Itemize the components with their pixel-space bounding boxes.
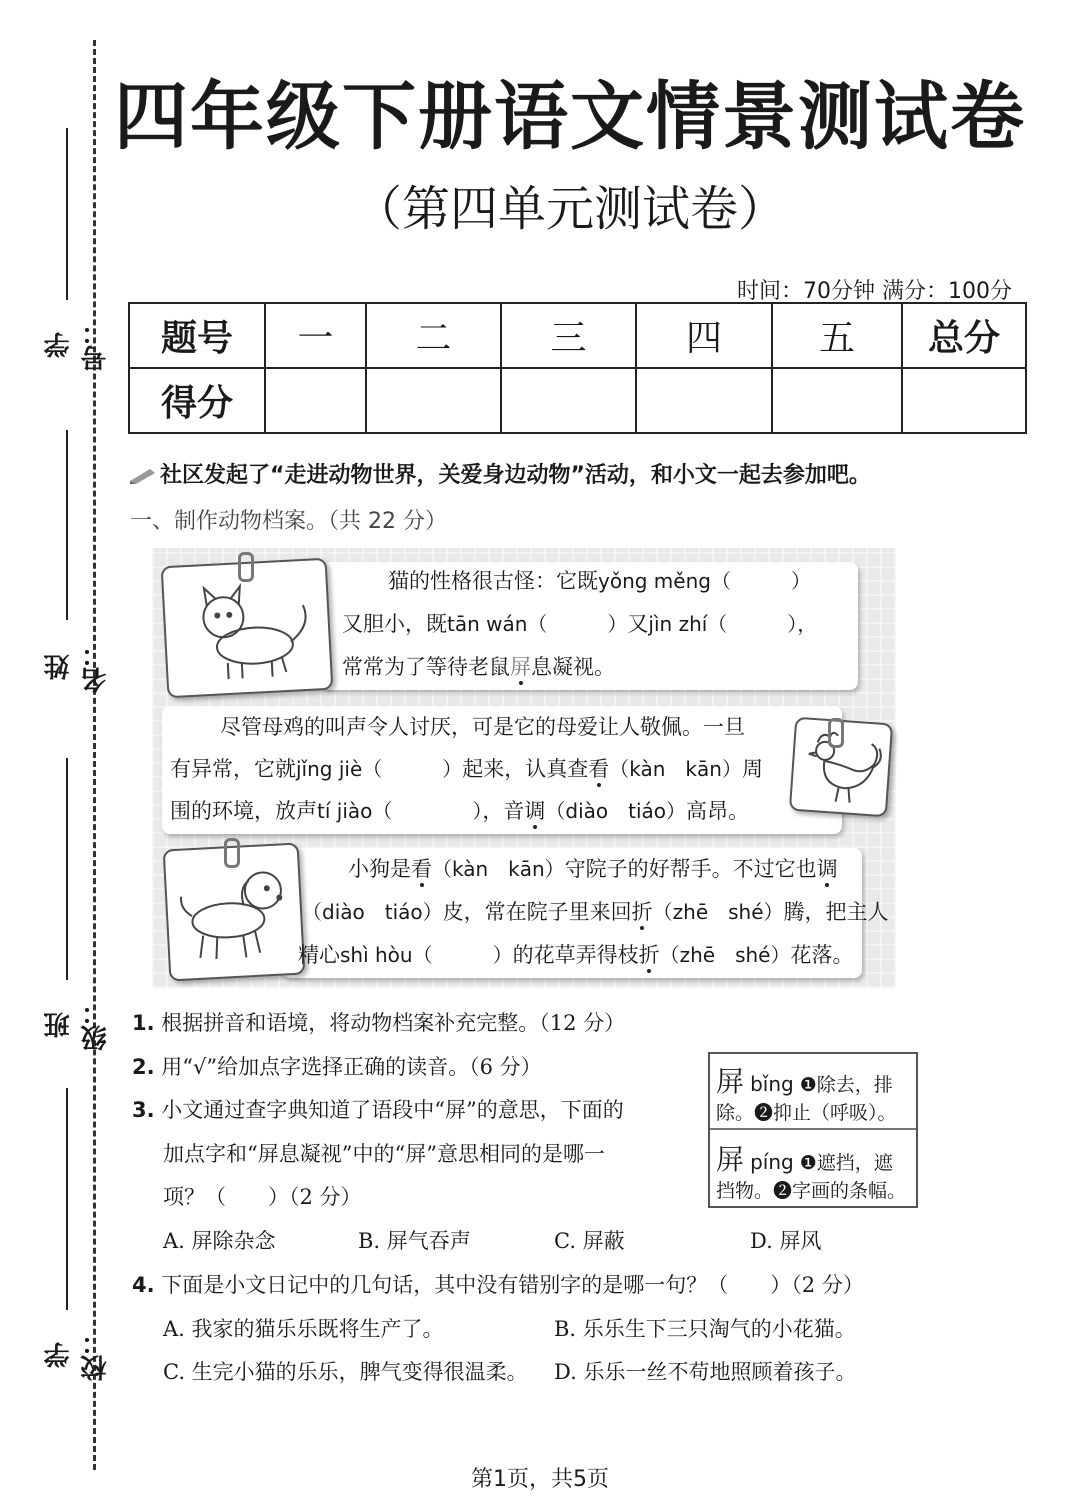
dict-entry-2: [716, 1138, 893, 1178]
question-text: 根据拼音和语境，将动物档案补充完整。（12 分）: [161, 1011, 626, 1035]
class-label: 班级：: [44, 999, 111, 1051]
text: 围的环境，放声: [170, 799, 317, 823]
student-no-line: [66, 128, 68, 300]
text: 有异常，它就: [170, 757, 296, 781]
section-1-heading: 一、制作动物档案。（共 22 分）: [130, 509, 447, 534]
dict-pinyin: píng: [750, 1150, 794, 1174]
question-number: 2.: [132, 1055, 155, 1079]
cat-text-line-1: [388, 560, 811, 603]
page-subtitle: （第四单元测试卷）: [353, 181, 786, 237]
dict-entry-2-cont: 挡物。❷字画的条幅。: [716, 1180, 907, 1202]
name-line: [66, 430, 68, 620]
text: 周: [741, 757, 763, 781]
text: 皮，常在院子里来回: [442, 900, 632, 924]
dog-text-line-2: [302, 891, 889, 934]
score-row: [129, 368, 1026, 433]
q3-option-d[interactable]: D. 屏风: [750, 1229, 822, 1253]
question-text[interactable]: 下面是小文日记中的几句话，其中没有错别字的是哪一句？（ ）（2 分）: [161, 1273, 864, 1297]
hen-text-line-2: [170, 748, 763, 791]
q4-option-a[interactable]: A. 我家的猫乐乐既将生产了。: [163, 1317, 444, 1341]
reading-choice[interactable]: （zhē shé）: [652, 900, 784, 924]
dict-char: 屏: [716, 1065, 745, 1098]
text: 花落。: [790, 943, 854, 967]
text: ，音: [482, 799, 525, 823]
score-header-cell: 五: [772, 303, 902, 368]
question-4: [132, 1269, 864, 1299]
q3-option-a[interactable]: A. 屏除杂念: [163, 1229, 276, 1253]
text: 的花草弄得枝: [512, 943, 639, 967]
page-title: 四年级下册语文情景测试卷: [114, 74, 1026, 160]
pinyin-blank[interactable]: jìn zhí（ ），: [648, 612, 818, 636]
score-cell: [366, 368, 501, 433]
score-header-cell: 三: [501, 303, 636, 368]
reading-choice[interactable]: （zhē shé）: [659, 943, 791, 967]
intro-text: 社区发起了“走进动物世界，关爱身边动物”活动，和小文一起去参加吧。: [160, 463, 871, 488]
pinyin-blank[interactable]: tān wán（ ）: [447, 612, 628, 636]
question-number: 3.: [132, 1098, 155, 1122]
dict-def: ❶除去，排: [799, 1074, 893, 1096]
score-cell: [265, 368, 366, 433]
dict-char: 屏: [716, 1143, 745, 1176]
reading-choice[interactable]: （diào tiáo）: [545, 799, 687, 823]
pinyin-blank[interactable]: shì hòu（ ）: [340, 943, 513, 967]
dict-def: ❶遮挡，遮: [799, 1152, 893, 1174]
dotted-char: 看: [411, 857, 432, 881]
hen-text-line-1: 尽管母鸡的叫声令人讨厌，可是它的母爱让人敬佩。一旦: [220, 715, 745, 739]
pinyin-blank[interactable]: jǐng jiè（ ）: [296, 757, 463, 781]
score-row-label: 得分: [129, 368, 265, 433]
question-2: [132, 1051, 542, 1081]
name-label: 姓名：: [44, 641, 111, 693]
text: 腾，把主人: [783, 900, 889, 924]
dict-entry-1-cont: 除。❷抑止（呼吸）。: [716, 1102, 897, 1124]
question-3-line-1: [132, 1094, 624, 1124]
dog-text-line-3: [298, 934, 854, 977]
question-number: 4.: [132, 1273, 155, 1297]
dotted-char: 调: [524, 799, 546, 823]
reading-choice[interactable]: （kàn kān）: [609, 757, 742, 781]
class-line: [66, 758, 68, 980]
question-text: 用“√”给加点字选择正确的读音。（6 分）: [161, 1055, 542, 1079]
pinyin-blank[interactable]: yǒng měng（ ）: [598, 569, 811, 593]
dotted-char: 看: [588, 757, 610, 781]
dotted-char: 折: [631, 900, 653, 924]
text: 又胆小，既: [342, 612, 447, 636]
school-label: 学校：: [44, 1329, 111, 1381]
dict-pinyin: bǐng: [750, 1072, 794, 1096]
school-line: [66, 1088, 68, 1310]
score-header-row: [129, 303, 1026, 368]
binding-dashed-line: [93, 40, 96, 1470]
question-3-line-2: 加点字和“屏息凝视”中的“屏”意思相同的是哪一: [163, 1142, 605, 1166]
score-header-cell: 一: [265, 303, 366, 368]
score-table: [128, 302, 1027, 434]
text: 小狗是: [348, 857, 411, 881]
question-1: [132, 1007, 625, 1037]
score-header-cell: 题号: [129, 303, 265, 368]
student-no-label: 学号：: [44, 319, 111, 371]
text: 猫的性格很古怪：它既: [388, 569, 598, 593]
dotted-char: 折: [638, 943, 660, 967]
cat-text-line-3: [342, 646, 615, 689]
q4-option-d[interactable]: D. 乐乐一丝不苟地照顾着孩子。: [554, 1360, 857, 1384]
pinyin-blank[interactable]: tí jiào（ ）: [317, 799, 483, 823]
q4-option-b[interactable]: B. 乐乐生下三只淘气的小花猫。: [554, 1317, 856, 1341]
pencil-icon: [128, 463, 158, 485]
score-header-cell: 总分: [902, 303, 1026, 368]
question-3-line-3[interactable]: 项？（ ）（2 分）: [163, 1185, 362, 1209]
score-header-cell: 二: [366, 303, 501, 368]
text: 守院子的好帮手。不过它也: [564, 857, 817, 881]
paper-clip-icon: [828, 718, 844, 748]
score-cell: [772, 368, 902, 433]
animal-profile-panel: [152, 548, 896, 988]
dict-entry-1: [716, 1060, 893, 1100]
text: 精心: [298, 943, 340, 967]
dotted-char: 调: [816, 857, 838, 881]
text: 起来，认真查: [462, 757, 589, 781]
score-cell: [902, 368, 1026, 433]
score-header-cell: 四: [636, 303, 772, 368]
text: 又: [627, 612, 649, 636]
page-footer: 第1页，共5页: [471, 1467, 609, 1492]
paper-clip-icon: [238, 552, 254, 582]
score-cell: [636, 368, 772, 433]
question-number: 1.: [132, 1011, 155, 1035]
text: 常常为了等待老鼠: [342, 655, 510, 679]
score-cell: [501, 368, 636, 433]
text: 高昂。: [686, 799, 750, 823]
q4-option-c[interactable]: C. 生完小猫的乐乐，脾气变得很温柔。: [163, 1360, 528, 1384]
dictionary-box: [708, 1052, 918, 1208]
reading-choice[interactable]: （kàn kān）: [432, 857, 565, 881]
question-text: 小文通过查字典知道了语段中“屏”的意思，下面的: [161, 1098, 624, 1122]
paper-clip-icon: [224, 838, 240, 868]
reading-choice[interactable]: （diào tiáo）: [302, 900, 443, 924]
dict-divider: [710, 1128, 916, 1130]
hen-text-line-3: [170, 790, 749, 833]
cat-text-line-2: [342, 603, 817, 646]
dotted-char: 屏: [510, 655, 531, 679]
text: 息凝视。: [531, 655, 615, 679]
q3-option-c[interactable]: C. 屏蔽: [554, 1229, 625, 1253]
q3-option-b[interactable]: B. 屏气吞声: [358, 1229, 471, 1253]
dog-text-line-1: [348, 848, 838, 891]
exam-meta: 时间：70分钟 满分：100分: [737, 279, 1012, 304]
